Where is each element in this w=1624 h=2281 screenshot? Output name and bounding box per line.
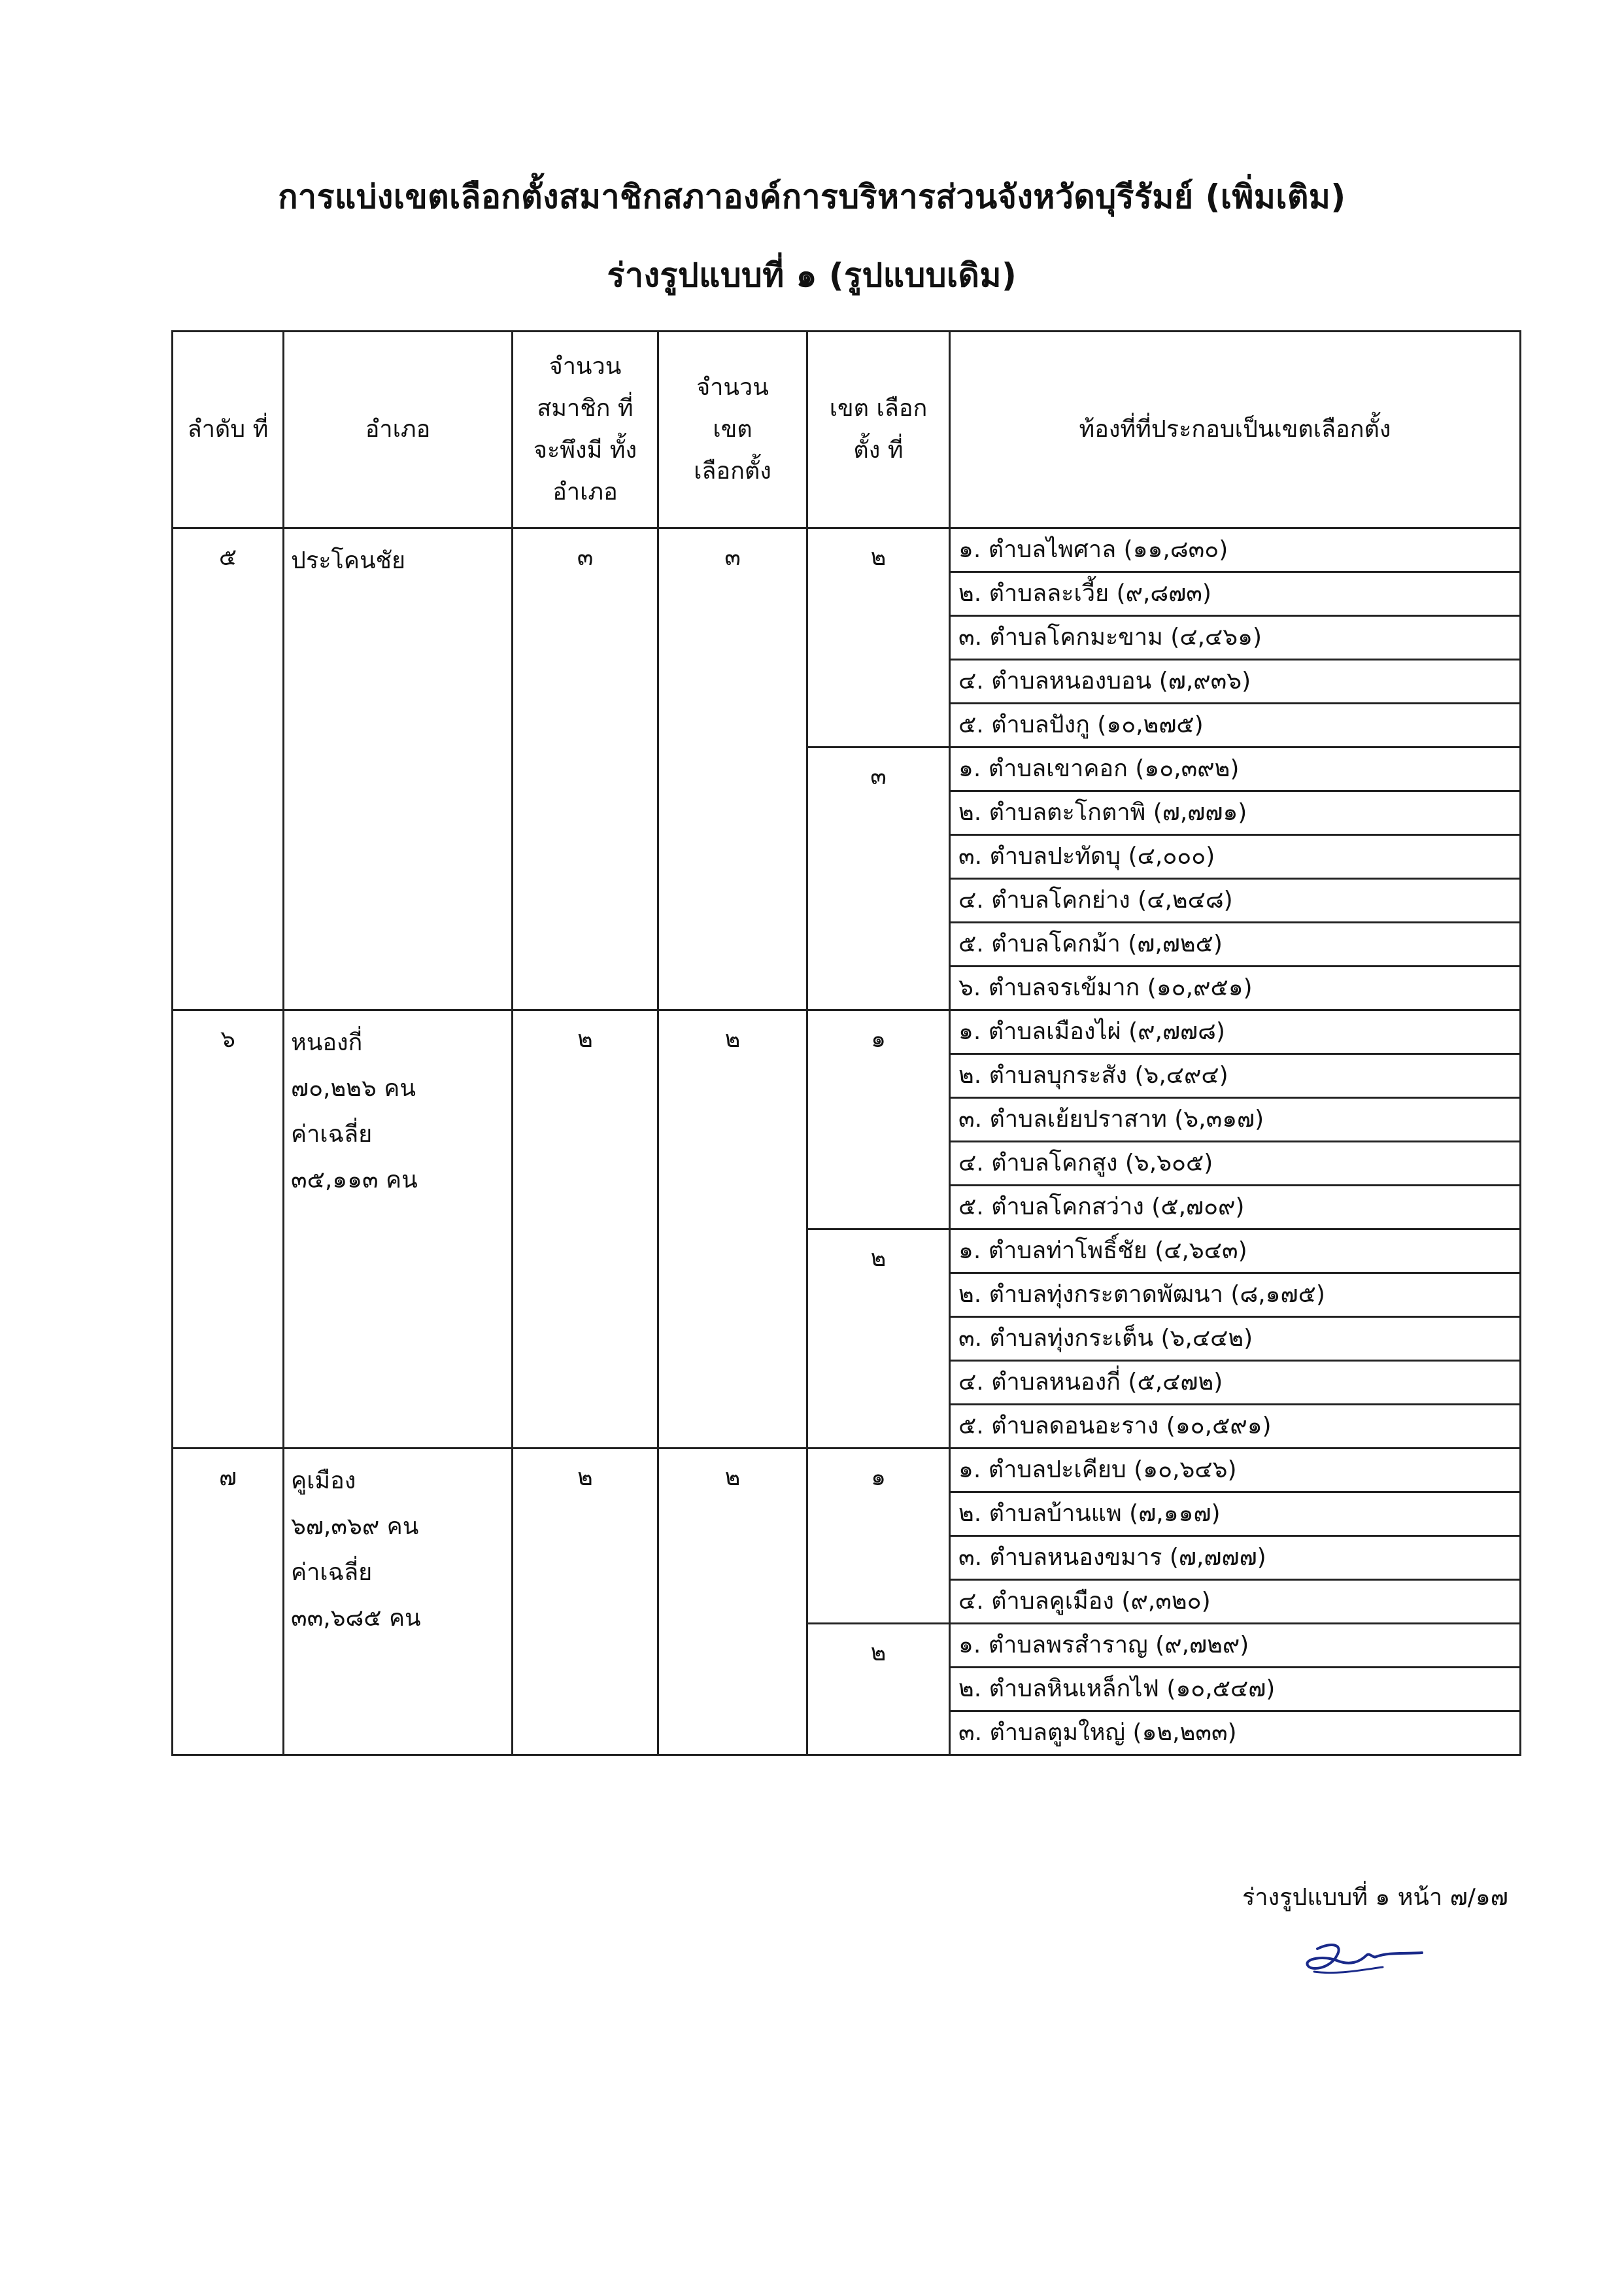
amphoe-note: ๓๕,๑๑๓ คน <box>291 1167 418 1193</box>
header-zones: จำนวน เขต เลือกตั้ง <box>658 332 807 528</box>
subdistrict-cell: ๑. ตำบลพรสำราญ (๙,๗๒๙) <box>950 1624 1521 1668</box>
subdistrict-cell: ๕. ตำบลโคกม้า (๗,๗๒๕) <box>950 923 1521 967</box>
header-amphoe: อำเภอ <box>284 332 513 528</box>
zone-number-cell: ๑ <box>807 1449 950 1624</box>
zones-cell: ๓ <box>658 528 807 1010</box>
subdistrict-cell: ๕. ตำบลปังกู (๑๐,๒๗๕) <box>950 704 1521 747</box>
subdistrict-cell: ๒. ตำบลบ้านแพ (๗,๑๑๗) <box>950 1492 1521 1536</box>
order-cell: ๗ <box>173 1449 284 1755</box>
subdistrict-cell: ๔. ตำบลคูเมือง (๙,๓๒๐) <box>950 1580 1521 1624</box>
header-members: จำนวน สมาชิก ที่จะพึงมี ทั้งอำเภอ <box>513 332 658 528</box>
subdistrict-cell: ๑. ตำบลไพศาล (๑๑,๘๓๐) <box>950 528 1521 572</box>
subdistrict-cell: ๓. ตำบลหนองขมาร (๗,๗๗๗) <box>950 1536 1521 1580</box>
subdistrict-cell: ๒. ตำบลบุกระสัง (๖,๔๙๔) <box>950 1054 1521 1098</box>
order-cell: ๖ <box>173 1010 284 1449</box>
subdistrict-cell: ๓. ตำบลตูมใหญ่ (๑๒,๒๓๓) <box>950 1711 1521 1755</box>
amphoe-cell <box>284 528 513 1010</box>
subdistrict-cell: ๑. ตำบลท่าโพธิ์ชัย (๔,๖๔๓) <box>950 1229 1521 1273</box>
subdistrict-cell: ๑. ตำบลเขาคอก (๑๐,๓๙๒) <box>950 747 1521 791</box>
amphoe-name: หนองกี่ <box>291 1029 363 1056</box>
amphoe-name: ประโคนชัย <box>291 547 406 574</box>
amphoe-cell <box>284 1010 513 1449</box>
zone-number-cell: ๑ <box>807 1010 950 1229</box>
table-row <box>173 528 1521 572</box>
zone-number-cell: ๒ <box>807 528 950 747</box>
members-cell: ๒ <box>513 1010 658 1449</box>
subdistrict-cell: ๒. ตำบลทุ่งกระตาดพัฒนา (๘,๑๗๕) <box>950 1273 1521 1317</box>
signature-mark <box>1298 1936 1429 1981</box>
header-areas: ท้องที่ที่ประกอบเป็นเขตเลือกตั้ง <box>950 332 1521 528</box>
table-row <box>173 1449 1521 1492</box>
zones-cell: ๒ <box>658 1010 807 1449</box>
amphoe-name: คูเมือง <box>291 1467 356 1494</box>
members-cell: ๒ <box>513 1449 658 1755</box>
amphoe-note: ค่าเฉลี่ย <box>291 1121 373 1148</box>
subdistrict-cell: ๔. ตำบลโคกสูง (๖,๖๐๕) <box>950 1142 1521 1186</box>
zones-cell: ๒ <box>658 1449 807 1755</box>
zone-number-cell: ๒ <box>807 1624 950 1755</box>
order-cell: ๕ <box>173 528 284 1010</box>
subdistrict-cell: ๔. ตำบลหนองกี่ (๕,๔๗๒) <box>950 1361 1521 1405</box>
zone-number-cell: ๓ <box>807 747 950 1010</box>
election-district-table <box>171 330 1521 1756</box>
subdistrict-cell: ๒. ตำบลละเวี้ย (๙,๘๗๓) <box>950 572 1521 616</box>
page-title: การแบ่งเขตเลือกตั้งสมาชิกสภาองค์การบริหารส่วนจังหวัดบุรีรัมย์ (เพิ่มเติม) <box>278 178 1346 216</box>
subdistrict-cell: ๕. ตำบลดอนอะราง (๑๐,๕๙๑) <box>950 1405 1521 1449</box>
subdistrict-cell: ๑. ตำบลเมืองไผ่ (๙,๗๗๘) <box>950 1010 1521 1054</box>
zone-number-cell: ๒ <box>807 1229 950 1449</box>
subdistrict-cell: ๓. ตำบลปะทัดบุ (๔,๐๐๐) <box>950 835 1521 879</box>
subdistrict-cell: ๔. ตำบลโคกย่าง (๔,๒๔๘) <box>950 879 1521 923</box>
amphoe-note: ๗๐,๒๒๖ คน <box>291 1075 416 1102</box>
subdistrict-cell: ๑. ตำบลปะเคียบ (๑๐,๖๔๖) <box>950 1449 1521 1492</box>
subdistrict-cell: ๓. ตำบลโคกมะขาม (๔,๔๖๑) <box>950 616 1521 660</box>
amphoe-note: ค่าเฉลี่ย <box>291 1559 373 1586</box>
page-footer: ร่างรูปแบบที่ ๑ หน้า ๗/๑๗ <box>1242 1884 1508 1911</box>
subdistrict-cell: ๒. ตำบลตะโกตาพิ (๗,๗๗๑) <box>950 791 1521 835</box>
subdistrict-cell: ๒. ตำบลหินเหล็กไฟ (๑๐,๕๔๗) <box>950 1668 1521 1711</box>
amphoe-note: ๓๓,๖๘๕ คน <box>291 1605 421 1632</box>
subdistrict-cell: ๓. ตำบลทุ่งกระเต็น (๖,๔๔๒) <box>950 1317 1521 1361</box>
subdistrict-cell: ๕. ตำบลโคกสว่าง (๕,๗๐๙) <box>950 1186 1521 1229</box>
header-zone-no: เขต เลือกตั้ง ที่ <box>807 332 950 528</box>
subdistrict-cell: ๔. ตำบลหนองบอน (๗,๙๓๖) <box>950 660 1521 704</box>
members-cell: ๓ <box>513 528 658 1010</box>
amphoe-note: ๖๗,๓๖๙ คน <box>291 1513 419 1540</box>
table-row <box>173 1010 1521 1054</box>
amphoe-cell <box>284 1449 513 1755</box>
subdistrict-cell: ๓. ตำบลเย้ยปราสาท (๖,๓๑๗) <box>950 1098 1521 1142</box>
subdistrict-cell: ๖. ตำบลจรเข้มาก (๑๐,๙๕๑) <box>950 967 1521 1010</box>
header-order: ลำดับ ที่ <box>173 332 284 528</box>
table-header-row <box>173 332 1521 528</box>
page-subtitle: ร่างรูปแบบที่ ๑ (รูปแบบเดิม) <box>607 256 1017 294</box>
